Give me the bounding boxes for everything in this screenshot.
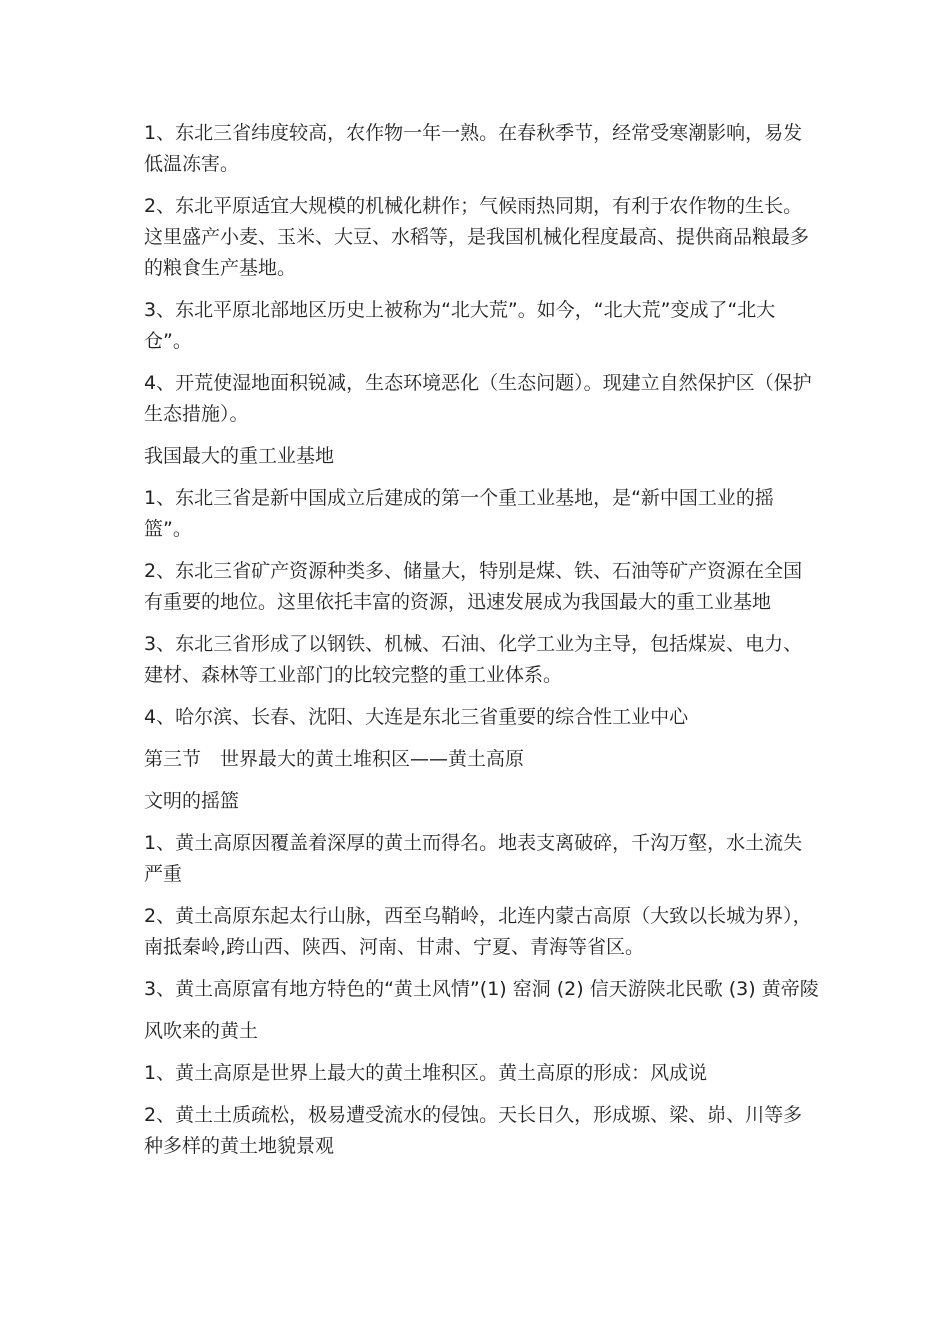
paragraph-loess-name: 1、黄土高原因覆盖着深厚的黄土而得名。地表支离破碎，千沟万壑，水土流失严重 bbox=[144, 832, 803, 885]
paragraph-loess-formation: 1、黄土高原是世界上最大的黄土堆积区。黄土高原的形成：风成说 bbox=[144, 1062, 708, 1084]
paragraph-dongbei-plain-farming: 2、东北平原适宜大规模的机械化耕作；气候雨热同期，有利于农作物的生长。这里盛产小麦、玉米、大豆、水稻等，是我国机械化程度最高、提供商品粮最多的粮食生产基地。 bbox=[144, 195, 810, 279]
paragraph-loess-landforms: 2、黄土土质疏松，极易遭受流水的侵蚀。天长日久，形成塬、梁、峁、川等多种多样的黄土地貌景观 bbox=[144, 1104, 803, 1157]
paragraph-loess-extent: 2、黄土高原东起太行山脉，西至乌鞘岭，北连内蒙古高原（大致以长城为界），南抵秦岭,跨山西、陕西、河南、甘肃、宁夏、青海等省区。 bbox=[144, 905, 812, 958]
paragraph-beidahuang: 3、东北平原北部地区历史上被称为“北大荒”。如今，“北大荒”变成了“北大仓”。 bbox=[144, 299, 776, 352]
section-heading-cradle-of-civilization: 文明的摇篮 bbox=[144, 790, 240, 812]
paragraph-dongbei-latitude: 1、东北三省纬度较高，农作物一年一熟。在春秋季节，经常受寒潮影响，易发低温冻害。 bbox=[144, 122, 803, 175]
paragraph-industry-cradle: 1、东北三省是新中国成立后建成的第一个重工业基地，是“新中国工业的摇篮”。 bbox=[144, 487, 774, 540]
paragraph-industry-system: 3、东北三省形成了以钢铁、机械、石油、化学工业为主导，包括煤炭、电力、建材、森林等工业部门的比较完整的重工业体系。 bbox=[144, 633, 803, 686]
paragraph-wetland-protection: 4、开荒使湿地面积锐减，生态环境恶化（生态问题）。现建立自然保护区（保护生态措施）。 bbox=[144, 372, 812, 425]
document-page bbox=[144, 118, 820, 1173]
paragraph-mineral-resources: 2、东北三省矿产资源种类多、储量大，特别是煤、铁、石油等矿产资源在全国有重要的地位。这里依托丰富的资源，迅速发展成为我国最大的重工业基地 bbox=[144, 560, 803, 613]
section-heading-wind-blown-loess: 风吹来的黄土 bbox=[144, 1020, 259, 1042]
paragraph-industrial-centers: 4、哈尔滨、长春、沈阳、大连是东北三省重要的综合性工业中心 bbox=[144, 706, 689, 728]
chapter-heading-loess-plateau: 第三节 世界最大的黄土堆积区——黄土高原 bbox=[144, 748, 525, 770]
paragraph-loess-culture: 3、黄土高原富有地方特色的“黄土风情”(1) 窑洞 (2) 信天游陕北民歌 (3) 黄帝陵 bbox=[144, 978, 819, 1000]
section-heading-heavy-industry: 我国最大的重工业基地 bbox=[144, 445, 335, 467]
